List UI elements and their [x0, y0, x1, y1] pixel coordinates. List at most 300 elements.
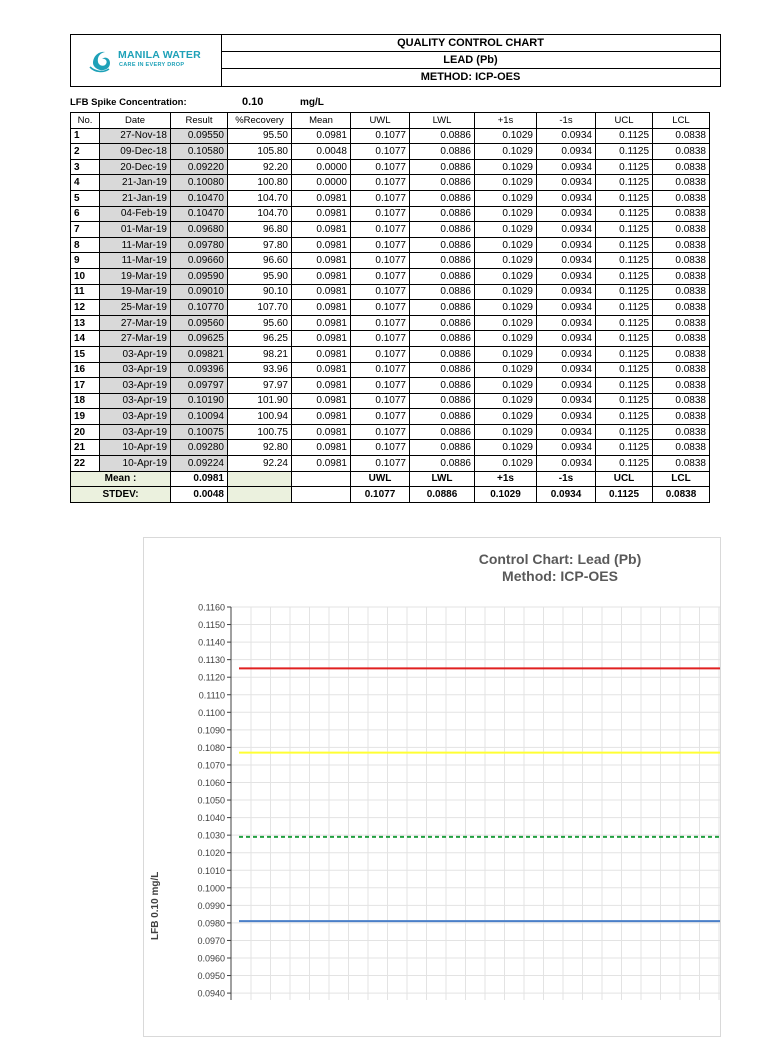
table-cell: 0.0886 [410, 284, 475, 300]
table-cell: 0.1077 [351, 346, 410, 362]
table-cell: 0.0886 [410, 331, 475, 347]
table-cell: 0.1077 [351, 144, 410, 160]
mean-uwl-label: UWL [351, 471, 410, 487]
y-tick-label: 0.1130 [198, 655, 225, 666]
logo-name: MANILA WATER [118, 49, 201, 61]
y-tick-label: 0.1080 [197, 742, 225, 753]
table-cell: 97.97 [228, 378, 292, 394]
table-cell: 4 [71, 175, 100, 191]
table-cell: 0.0886 [410, 237, 475, 253]
table-cell: 0.1077 [351, 128, 410, 144]
table-cell: 0.0981 [292, 378, 351, 394]
table-cell: 92.24 [228, 456, 292, 472]
table-cell: 0.1029 [475, 253, 537, 269]
table-cell: 5 [71, 190, 100, 206]
table-cell: 20-Dec-19 [100, 159, 171, 175]
table-cell: 0.0934 [537, 268, 596, 284]
table-cell: 0.1077 [351, 222, 410, 238]
table-cell: 0.1077 [351, 159, 410, 175]
table-cell: 0.1125 [596, 222, 653, 238]
stdev-label: STDEV: [71, 487, 171, 503]
column-header: -1s [537, 113, 596, 129]
table-cell: 0.0838 [653, 268, 710, 284]
table-cell: 0.0886 [410, 440, 475, 456]
table-cell: 21-Jan-19 [100, 190, 171, 206]
table-cell: 0.1077 [351, 206, 410, 222]
table-cell: 0.0934 [537, 378, 596, 394]
table-cell: 0.0981 [292, 300, 351, 316]
spike-value: 0.10 [242, 96, 264, 108]
table-cell: 14 [71, 331, 100, 347]
table-cell: 0.1029 [475, 222, 537, 238]
table-cell: 11-Mar-19 [100, 237, 171, 253]
table-cell: 0.1125 [596, 346, 653, 362]
table-cell: 0.0838 [653, 378, 710, 394]
table-cell: 19 [71, 409, 100, 425]
table-cell: 0.1125 [596, 362, 653, 378]
table-cell: 0.0838 [653, 409, 710, 425]
table-cell: 0.09625 [171, 331, 228, 347]
table-cell: 0.09660 [171, 253, 228, 269]
table-cell: 0.0934 [537, 190, 596, 206]
table-cell: 0.0838 [653, 346, 710, 362]
table-cell: 03-Apr-19 [100, 378, 171, 394]
table-cell: 27-Mar-19 [100, 315, 171, 331]
column-header: UWL [351, 113, 410, 129]
table-cell: 100.80 [228, 175, 292, 191]
table-cell: 0.1077 [351, 175, 410, 191]
table-cell: 0.1125 [596, 331, 653, 347]
table-cell: 0.0981 [292, 222, 351, 238]
table-cell: 0.1077 [351, 253, 410, 269]
y-tick-label: 0.1150 [198, 620, 225, 631]
table-cell: 0.0838 [653, 206, 710, 222]
table-cell: 0.0838 [653, 315, 710, 331]
table-cell: 0.1029 [475, 456, 537, 472]
table-cell: 100.94 [228, 409, 292, 425]
table-cell: 0.1029 [475, 190, 537, 206]
table-cell: 0.1077 [351, 424, 410, 440]
table-cell: 95.90 [228, 268, 292, 284]
table-cell: 0.0000 [292, 159, 351, 175]
table-cell: 0.0838 [653, 190, 710, 206]
table-cell: 0.1125 [596, 175, 653, 191]
table-cell: 0.09550 [171, 128, 228, 144]
mean-m1s-label: -1s [537, 471, 596, 487]
analyte-title: LEAD (Pb) [221, 52, 720, 69]
table-cell: 0.0886 [410, 253, 475, 269]
table-cell: 0.0886 [410, 362, 475, 378]
table-cell: 18 [71, 393, 100, 409]
table-cell: 22 [71, 456, 100, 472]
table-cell: 0.0934 [537, 440, 596, 456]
table-cell: 0.0886 [410, 346, 475, 362]
table-cell: 0.1077 [351, 456, 410, 472]
table-cell: 92.80 [228, 440, 292, 456]
table-cell: 0.0981 [292, 315, 351, 331]
table-cell: 0.0934 [537, 346, 596, 362]
table-cell: 0.0981 [292, 206, 351, 222]
table-cell: 0.1077 [351, 268, 410, 284]
table-cell: 0.1077 [351, 440, 410, 456]
chart-subtitle: Method: ICP-OES [502, 568, 618, 584]
table-cell: 0.0981 [292, 331, 351, 347]
y-tick-label: 0.0960 [197, 953, 225, 964]
table-cell: 0.1125 [596, 253, 653, 269]
table-cell: 0.1029 [475, 409, 537, 425]
table-cell: 19-Mar-19 [100, 284, 171, 300]
y-tick-label: 0.1020 [197, 848, 225, 859]
table-cell: 0.0838 [653, 300, 710, 316]
table-cell: 20 [71, 424, 100, 440]
table-cell: 0.09590 [171, 268, 228, 284]
table-cell: 0.0934 [537, 206, 596, 222]
y-tick-label: 0.1100 [198, 707, 225, 718]
table-cell: 0.1029 [475, 237, 537, 253]
table-cell: 0.1077 [351, 362, 410, 378]
table-cell: 0.09560 [171, 315, 228, 331]
table-cell: 0.0838 [653, 284, 710, 300]
table-cell: 19-Mar-19 [100, 268, 171, 284]
table-cell: 0.0838 [653, 362, 710, 378]
y-tick-label: 0.1010 [197, 865, 225, 876]
table-cell: 17 [71, 378, 100, 394]
table-cell: 9 [71, 253, 100, 269]
table-cell: 1 [71, 128, 100, 144]
table-cell: 03-Apr-19 [100, 393, 171, 409]
table-cell: 0.0886 [410, 144, 475, 160]
table-cell: 0.10580 [171, 144, 228, 160]
stdev-lwl: 0.0886 [410, 487, 475, 503]
mean-value: 0.0981 [171, 471, 228, 487]
table-cell: 0.0838 [653, 393, 710, 409]
table-cell: 21 [71, 440, 100, 456]
table-cell: 12 [71, 300, 100, 316]
table-cell: 107.70 [228, 300, 292, 316]
table-cell: 0.0934 [537, 222, 596, 238]
table-cell: 03-Apr-19 [100, 424, 171, 440]
table-cell: 0.0886 [410, 190, 475, 206]
table-cell: 0.09224 [171, 456, 228, 472]
table-cell: 10-Apr-19 [100, 456, 171, 472]
table-cell: 0.10094 [171, 409, 228, 425]
table-cell: 0.0886 [410, 206, 475, 222]
table-cell: 101.90 [228, 393, 292, 409]
table-cell: 98.21 [228, 346, 292, 362]
table-cell: 0.1029 [475, 268, 537, 284]
table-cell: 0.0838 [653, 175, 710, 191]
y-tick-label: 0.0940 [197, 988, 225, 999]
table-cell: 0.0048 [292, 144, 351, 160]
stdev-ucl: 0.1125 [596, 487, 653, 503]
table-cell: 96.60 [228, 253, 292, 269]
stdev-uwl: 0.1077 [351, 487, 410, 503]
table-cell: 0.1125 [596, 144, 653, 160]
table-cell: 0.0934 [537, 175, 596, 191]
table-cell: 0.1029 [475, 362, 537, 378]
table-cell: 0.1125 [596, 456, 653, 472]
y-tick-label: 0.1050 [197, 795, 225, 806]
table-cell: 0.0934 [537, 253, 596, 269]
table-cell: 0.0934 [537, 409, 596, 425]
table-cell: 0.0981 [292, 362, 351, 378]
chart-y-axis-label: LFB 0.10 mg/L [150, 871, 161, 940]
table-cell: 0.1125 [596, 190, 653, 206]
y-tick-label: 0.0990 [197, 900, 225, 911]
table-cell: 0.0934 [537, 424, 596, 440]
column-header: LWL [410, 113, 475, 129]
table-cell: 0.0886 [410, 409, 475, 425]
table-cell: 25-Mar-19 [100, 300, 171, 316]
table-cell: 97.80 [228, 237, 292, 253]
table-cell: 95.50 [228, 128, 292, 144]
table-cell: 0.0981 [292, 440, 351, 456]
table-cell: 0.1125 [596, 440, 653, 456]
table-cell: 0.1029 [475, 300, 537, 316]
table-cell: 0.0838 [653, 128, 710, 144]
table-cell: 0.1125 [596, 315, 653, 331]
table-cell: 0.0981 [292, 268, 351, 284]
table-cell: 0.1077 [351, 237, 410, 253]
table-cell: 90.10 [228, 284, 292, 300]
table-cell: 104.70 [228, 190, 292, 206]
table-cell: 8 [71, 237, 100, 253]
table-cell: 0.0981 [292, 128, 351, 144]
table-cell: 0.0886 [410, 268, 475, 284]
mean-p1s-label: +1s [475, 471, 537, 487]
table-cell: 0.0886 [410, 393, 475, 409]
table-cell: 95.60 [228, 315, 292, 331]
column-header: Date [100, 113, 171, 129]
table-cell: 0.09220 [171, 159, 228, 175]
table-cell: 0.0981 [292, 253, 351, 269]
table-cell: 96.25 [228, 331, 292, 347]
table-cell: 27-Mar-19 [100, 331, 171, 347]
table-cell: 0.0886 [410, 222, 475, 238]
table-cell: 0.0981 [292, 456, 351, 472]
table-cell: 09-Dec-18 [100, 144, 171, 160]
table-cell: 0.0981 [292, 237, 351, 253]
y-tick-label: 0.0980 [197, 918, 225, 929]
mean-ucl-label: UCL [596, 471, 653, 487]
table-cell: 0.1077 [351, 315, 410, 331]
table-cell: 0.1029 [475, 393, 537, 409]
table-cell: 0.1077 [351, 300, 410, 316]
table-cell: 27-Nov-18 [100, 128, 171, 144]
table-cell: 0.0838 [653, 253, 710, 269]
table-cell: 0.1077 [351, 331, 410, 347]
y-tick-label: 0.1060 [197, 778, 225, 788]
column-header: UCL [596, 113, 653, 129]
stdev-lcl: 0.0838 [653, 487, 710, 503]
table-cell: 10 [71, 268, 100, 284]
table-cell: 0.0934 [537, 284, 596, 300]
table-cell: 0.1077 [351, 284, 410, 300]
table-cell: 0.1029 [475, 424, 537, 440]
table-cell: 0.10770 [171, 300, 228, 316]
table-cell: 0.1077 [351, 393, 410, 409]
table-cell: 0.1077 [351, 409, 410, 425]
table-cell: 21-Jan-19 [100, 175, 171, 191]
y-tick-label: 0.1120 [198, 672, 225, 683]
table-cell: 0.09821 [171, 346, 228, 362]
table-cell: 0.1125 [596, 128, 653, 144]
table-cell: 0.1029 [475, 128, 537, 144]
table-cell: 104.70 [228, 206, 292, 222]
table-cell: 0.0886 [410, 424, 475, 440]
y-tick-label: 0.1040 [197, 813, 225, 824]
table-cell: 105.80 [228, 144, 292, 160]
table-cell: 11-Mar-19 [100, 253, 171, 269]
table-cell: 0.0981 [292, 190, 351, 206]
spike-unit: mg/L [300, 97, 324, 108]
table-cell: 96.80 [228, 222, 292, 238]
table-cell: 0.0886 [410, 159, 475, 175]
y-tick-label: 0.1110 [198, 690, 225, 701]
logo-tagline: CARE IN EVERY DROP [119, 62, 185, 68]
y-tick-label: 0.1000 [197, 883, 225, 894]
table-cell: 3 [71, 159, 100, 175]
table-cell: 11 [71, 284, 100, 300]
table-cell: 92.20 [228, 159, 292, 175]
column-header: LCL [653, 113, 710, 129]
table-cell: 13 [71, 315, 100, 331]
mean-lcl-label: LCL [653, 471, 710, 487]
table-cell: 0.10190 [171, 393, 228, 409]
table-cell: 10-Apr-19 [100, 440, 171, 456]
table-cell: 0.0934 [537, 237, 596, 253]
table-cell: 2 [71, 144, 100, 160]
table-cell: 0.1029 [475, 315, 537, 331]
table-cell: 0.0886 [410, 456, 475, 472]
table-cell: 0.1125 [596, 409, 653, 425]
table-cell: 0.1029 [475, 206, 537, 222]
table-cell: 0.0934 [537, 315, 596, 331]
table-cell: 0.0838 [653, 159, 710, 175]
table-cell: 0.0934 [537, 144, 596, 160]
table-cell: 93.96 [228, 362, 292, 378]
table-cell: 0.09010 [171, 284, 228, 300]
table-cell: 0.0981 [292, 424, 351, 440]
table-cell: 0.0934 [537, 456, 596, 472]
table-cell: 01-Mar-19 [100, 222, 171, 238]
column-header: No. [71, 113, 100, 129]
spike-label: LFB Spike Concentration: [70, 97, 187, 108]
table-cell: 0.0934 [537, 362, 596, 378]
table-cell: 0.0886 [410, 175, 475, 191]
table-cell: 0.09797 [171, 378, 228, 394]
stdev-value: 0.0048 [171, 487, 228, 503]
y-tick-label: 0.1030 [197, 830, 225, 841]
mean-label: Mean : [71, 471, 171, 487]
stdev-p1s: 0.1029 [475, 487, 537, 503]
table-cell: 0.1125 [596, 237, 653, 253]
table-cell: 0.10080 [171, 175, 228, 191]
table-cell: 0.0981 [292, 409, 351, 425]
table-cell: 0.1125 [596, 393, 653, 409]
table-cell: 0.0000 [292, 175, 351, 191]
table-cell: 0.1029 [475, 159, 537, 175]
table-cell: 0.0934 [537, 128, 596, 144]
table-cell: 100.75 [228, 424, 292, 440]
table-cell: 0.0934 [537, 331, 596, 347]
column-header: Result [171, 113, 228, 129]
table-cell: 0.0981 [292, 284, 351, 300]
table-cell: 15 [71, 346, 100, 362]
column-header: %Recovery [228, 113, 292, 129]
table-cell: 0.10470 [171, 206, 228, 222]
table-cell: 03-Apr-19 [100, 409, 171, 425]
table-cell: 0.10075 [171, 424, 228, 440]
table-cell: 7 [71, 222, 100, 238]
document-title: QUALITY CONTROL CHART [221, 35, 720, 52]
table-cell: 0.1125 [596, 300, 653, 316]
table-cell: 0.1029 [475, 346, 537, 362]
table-cell: 0.1125 [596, 284, 653, 300]
table-cell: 0.1029 [475, 378, 537, 394]
table-cell: 0.0934 [537, 300, 596, 316]
table-cell: 0.1125 [596, 206, 653, 222]
table-cell: 0.1029 [475, 440, 537, 456]
table-cell: 0.0838 [653, 331, 710, 347]
table-cell: 0.0981 [292, 393, 351, 409]
table-cell: 16 [71, 362, 100, 378]
method-title: METHOD: ICP-OES [420, 71, 521, 83]
y-tick-label: 0.0950 [197, 971, 225, 982]
table-cell: 0.1125 [596, 424, 653, 440]
table-cell: 0.0934 [537, 393, 596, 409]
chart-title: Control Chart: Lead (Pb) [478, 551, 642, 567]
mean-lwl-label: LWL [410, 471, 475, 487]
table-cell: 0.0886 [410, 128, 475, 144]
table-cell: 04-Feb-19 [100, 206, 171, 222]
table-cell: 0.10470 [171, 190, 228, 206]
table-cell: 0.0838 [653, 424, 710, 440]
table-cell: 0.09280 [171, 440, 228, 456]
table-cell: 0.0886 [410, 300, 475, 316]
table-cell: 0.09780 [171, 237, 228, 253]
table-cell: 0.09396 [171, 362, 228, 378]
y-tick-label: 0.0970 [197, 935, 225, 946]
table-cell: 0.0934 [537, 159, 596, 175]
table-cell: 0.1029 [475, 331, 537, 347]
table-cell: 0.1029 [475, 284, 537, 300]
table-cell: 0.1029 [475, 175, 537, 191]
table-cell: 0.0838 [653, 222, 710, 238]
table-cell: 03-Apr-19 [100, 362, 171, 378]
y-tick-label: 0.1160 [198, 602, 225, 613]
column-header: +1s [475, 113, 537, 129]
table-cell: 0.0838 [653, 456, 710, 472]
stdev-m1s: 0.0934 [537, 487, 596, 503]
table-cell: 0.0886 [410, 315, 475, 331]
table-cell: 0.0838 [653, 237, 710, 253]
table-cell: 0.0838 [653, 440, 710, 456]
column-header: Mean [292, 113, 351, 129]
table-cell: 0.0886 [410, 378, 475, 394]
y-tick-label: 0.1070 [197, 760, 225, 771]
table-cell: 0.1077 [351, 190, 410, 206]
y-tick-label: 0.1090 [197, 725, 225, 736]
table-cell: 0.1125 [596, 268, 653, 284]
table-cell: 0.0981 [292, 346, 351, 362]
table-cell: 0.1077 [351, 378, 410, 394]
table-cell: 6 [71, 206, 100, 222]
table-cell: 0.1029 [475, 144, 537, 160]
y-tick-label: 0.1140 [198, 637, 225, 648]
table-cell: 0.1125 [596, 378, 653, 394]
table-cell: 03-Apr-19 [100, 346, 171, 362]
